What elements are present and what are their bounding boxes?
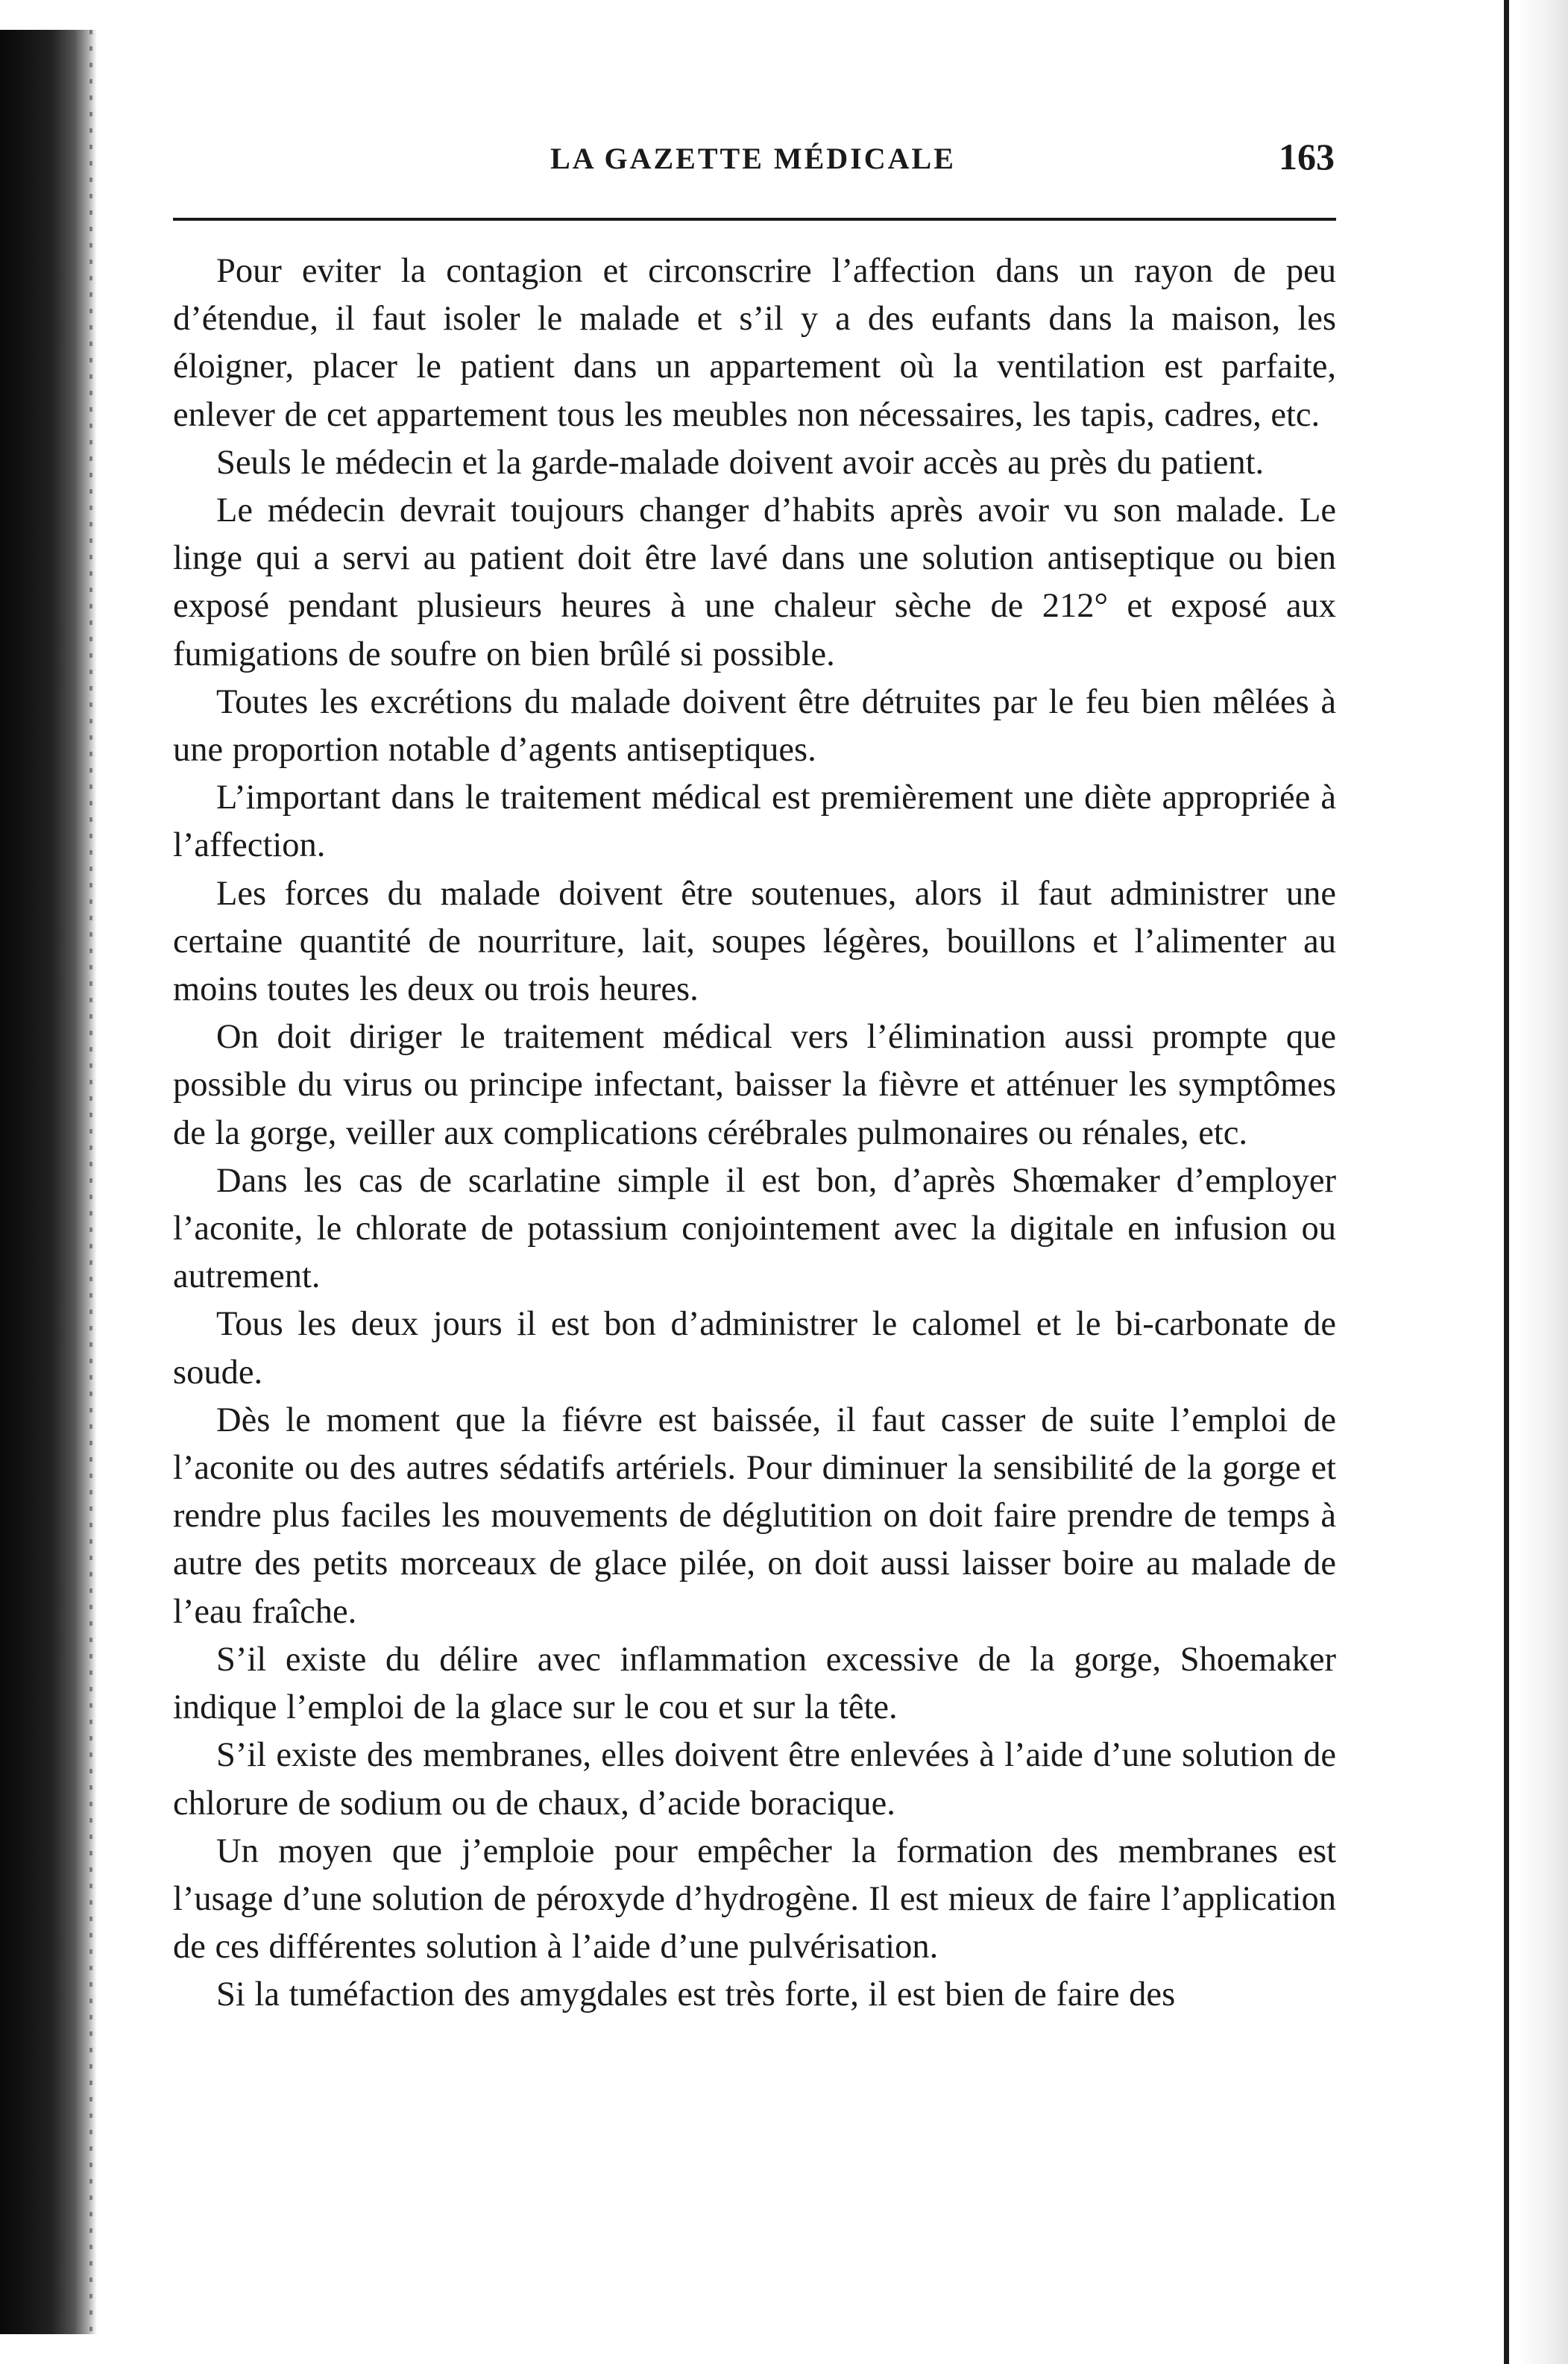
paragraph: Pour eviter la contagion et circonscrire l’affection dans un rayon de peu d’étendue, il faut isoler le malade et s’il y a des eufants dans la maison, les éloigner, placer le patient dans un appartement où la ventilation est parfaite, enlever de cet appartement tous les meubles non nécessaires, les tapis, cadres, etc. <box>173 252 1336 434</box>
paragraph: On doit diriger le traitement médical vers l’élimination aussi prompte que possible du virus ou principe infectant, baisser la fièvre et atténuer les symptômes de la gorge, veiller aux complications cérébrales pulmonaires ou rénales, etc. <box>173 1018 1336 1152</box>
running-header <box>171 131 1335 198</box>
paragraph: Un moyen que j’emploie pour empêcher la formation des membranes est l’usage d’une solution de péroxyde d’hydrogène. Il est mieux de faire l’application de ces différentes solution à l’aide d’une pulvérisation. <box>173 1832 1336 1967</box>
paragraph: Les forces du malade doivent être soutenues, alors il faut administrer une certaine quantité de nourriture, lait, soupes légères, bouillons et l’alimenter au moins toutes les deux ou trois heures. <box>173 874 1336 1009</box>
paragraph: S’il existe des membranes, elles doivent être enlevées à l’aide d’une solution de chlorure de sodium ou de chaux, d’acide boracique. <box>173 1736 1336 1823</box>
page-number: 163 <box>1279 136 1335 177</box>
header-rule <box>173 218 1336 221</box>
paragraph: Seuls le médecin et la garde-malade doivent avoir accès au près du patient. <box>216 443 1265 482</box>
scan-right-edge <box>1495 0 1568 2364</box>
paragraph: Dans les cas de scarlatine simple il est bon, d’après Shœmaker d’employer l’aconite, le chlorate de potassium conjointement avec la digitale en infusion ou autrement. <box>173 1161 1336 1296</box>
scan-edge-shade <box>1517 0 1568 2364</box>
scan-edge-line <box>1504 0 1509 2364</box>
paragraph: Tous les deux jours il est bon d’administrer le calomel et le bi-carbonate de soude. <box>173 1305 1336 1392</box>
paragraph: Si la tuméfaction des amygdales est très forte, il est bien de faire des <box>216 1975 1176 2014</box>
paragraph: Le médecin devrait toujours changer d’habits après avoir vu son malade. Le linge qui a servi au patient doit être lavé dans une solution antiseptique ou bien exposé pendant plusieurs heures à une chaleur sèche de 212° et exposé aux fumigations de soufre on bien brûlé si possible. <box>173 491 1336 673</box>
paragraph: Toutes les excrétions du malade doivent être détruites par le feu bien mêlées à une proportion notable d’agents antiseptiques. <box>173 682 1336 770</box>
article-body <box>173 248 1336 2019</box>
journal-title: LA GAZETTE MÉDICALE <box>550 142 956 175</box>
paragraph: S’il existe du délire avec inflammation excessive de la gorge, Shoemaker indique l’emploi de la glace sur le cou et sur la tête. <box>173 1640 1336 1727</box>
paragraph: Dès le moment que la fiévre est baissée, il faut casser de suite l’emploi de l’aconite ou des autres sédatifs artériels. Pour diminuer la sensibilité de la gorge et rendre plus faciles les mouvements de déglutition on doit faire prendre de temps à autre des petits morceaux de glace pilée, on doit aussi laisser boire au malade de l’eau fraîche. <box>173 1401 1336 1631</box>
paragraph: L’important dans le traitement médical est premièrement une diète appropriée à l’affection. <box>173 779 1336 865</box>
scan-binding-edge <box>0 30 97 2334</box>
